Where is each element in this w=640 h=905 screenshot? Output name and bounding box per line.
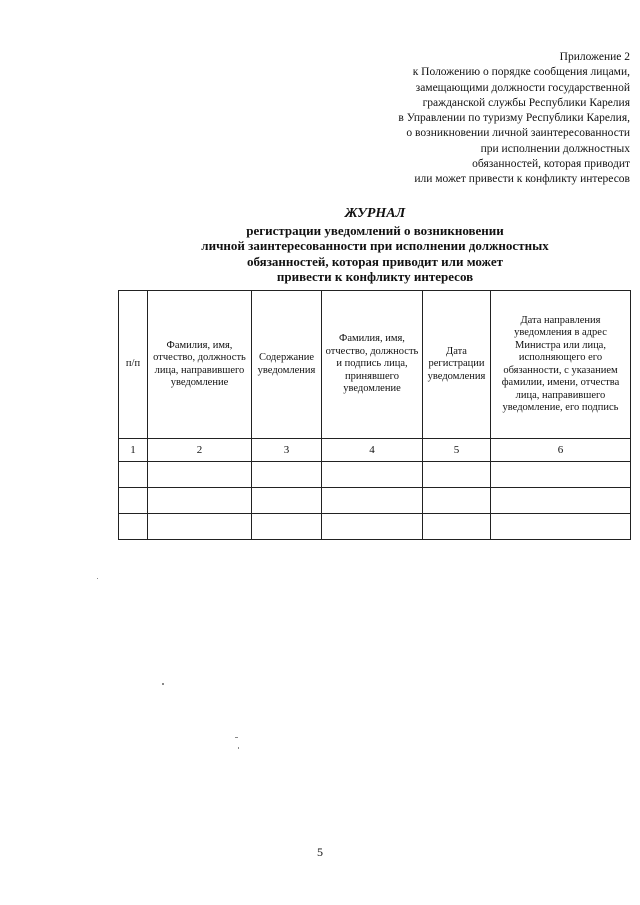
header-cell-sender: Фамилия, имя, отчество, должность лица, направившего уведомление xyxy=(148,291,252,439)
column-number: 4 xyxy=(322,439,423,462)
journal-title xyxy=(120,206,630,285)
header-cell-number: п/п xyxy=(119,291,148,439)
table-cell xyxy=(252,514,322,540)
scan-speck xyxy=(97,578,98,579)
scan-speck xyxy=(162,683,164,685)
appendix-line: или может привести к конфликту интересов xyxy=(414,173,630,186)
table-header-row xyxy=(119,291,631,439)
column-number: 5 xyxy=(423,439,491,462)
table-cell xyxy=(423,462,491,488)
table-cell xyxy=(148,488,252,514)
appendix-line: в Управлении по туризму Республики Карелия, xyxy=(398,112,630,125)
appendix-line: гражданской службы Республики Карелия xyxy=(422,96,630,109)
appendix-block xyxy=(290,50,630,188)
table-cell xyxy=(119,462,148,488)
appendix-line: обязанностей, которая приводит xyxy=(472,158,630,171)
header-cell-send-date: Дата направления уведомления в адрес Министра или лица, исполняющего его обязанности, с указанием фамилии, имени, отчества лица, направившего уведомление, его подпись xyxy=(491,291,631,439)
table-cell xyxy=(119,488,148,514)
appendix-line: Приложение 2 xyxy=(559,51,630,63)
table-cell xyxy=(148,462,252,488)
table-cell xyxy=(252,462,322,488)
table-cell xyxy=(322,514,423,540)
journal-subtitle-line: обязанностей, которая приводит или может xyxy=(247,253,503,269)
journal-subtitle-line: регистрации уведомлений о возникновении xyxy=(246,222,504,238)
table-number-row xyxy=(119,439,631,462)
column-number: 1 xyxy=(119,439,148,462)
column-number: 2 xyxy=(148,439,252,462)
appendix-line: к Положению о порядке сообщения лицами, xyxy=(412,66,630,79)
journal-heading: ЖУРНАЛ xyxy=(344,206,406,221)
table-cell xyxy=(322,488,423,514)
journal-subtitle-line: личной заинтересованности при исполнении должностных xyxy=(201,238,549,253)
scan-speck xyxy=(235,737,238,738)
table-cell xyxy=(119,514,148,540)
header-cell-content: Содержание уведомления xyxy=(252,291,322,439)
table-cell xyxy=(491,514,631,540)
page-number: 5 xyxy=(317,845,323,859)
appendix-line: замещающими должности государственной xyxy=(415,81,630,94)
journal-table xyxy=(118,290,631,540)
table-cell xyxy=(423,514,491,540)
column-number: 3 xyxy=(252,439,322,462)
header-cell-receiver: Фамилия, имя, отчество, должность и подпись лица, принявшего уведомление xyxy=(322,291,423,439)
table-cell xyxy=(423,488,491,514)
column-number: 6 xyxy=(491,439,631,462)
table-cell xyxy=(252,488,322,514)
table-cell xyxy=(491,462,631,488)
appendix-line: о возникновении личной заинтересованности xyxy=(406,127,630,140)
table-row xyxy=(119,514,631,540)
appendix-line: при исполнении должностных xyxy=(480,142,630,155)
table-row xyxy=(119,488,631,514)
table-row xyxy=(119,462,631,488)
journal-subtitle-line: привести к конфликту интересов xyxy=(276,269,474,284)
table-cell xyxy=(148,514,252,540)
table-cell xyxy=(322,462,423,488)
header-cell-reg-date: Дата регистрации уведомления xyxy=(423,291,491,439)
table-cell xyxy=(491,488,631,514)
scan-speck xyxy=(238,747,239,749)
